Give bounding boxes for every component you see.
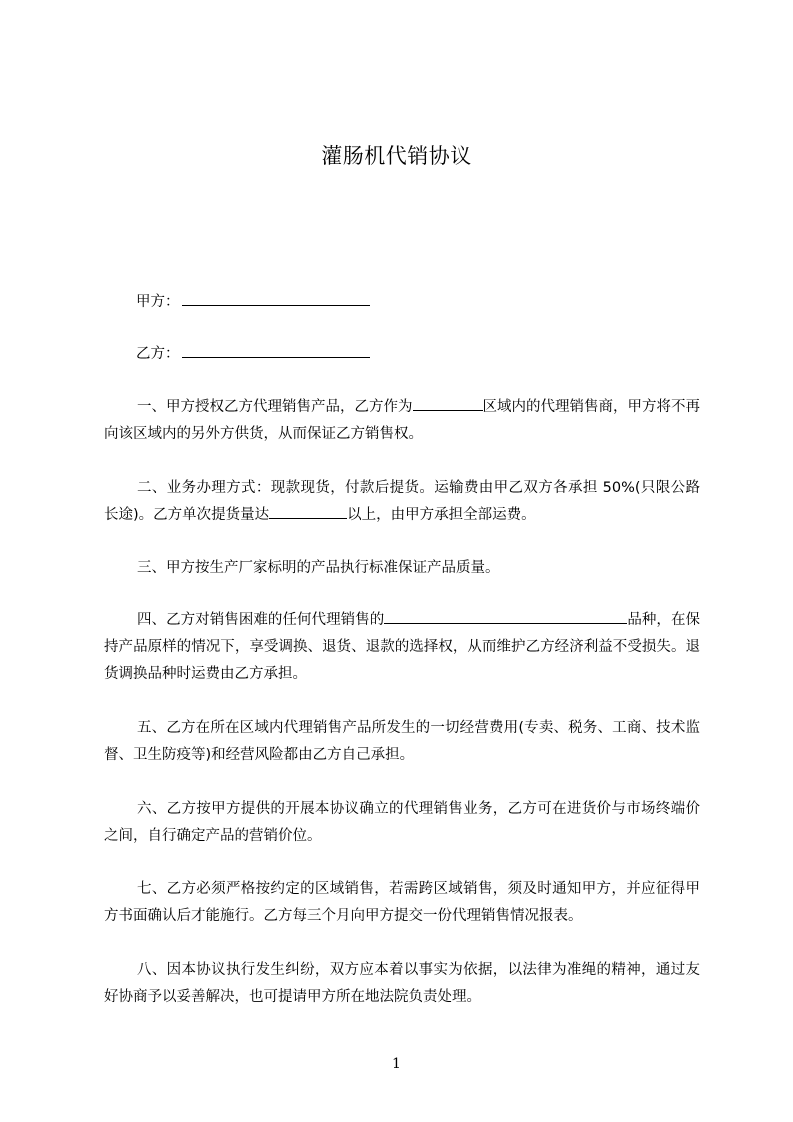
clause-5: 五、乙方在所在区域内代理销售产品所发生的一切经营费用(专卖、税务、工商、技术监督、卫生防疫等)和经营风险都由乙方自己承担。 — [104, 720, 700, 763]
clause-1 — [104, 394, 700, 448]
party-b-row — [136, 344, 370, 364]
clause-4 — [104, 607, 700, 688]
party-a-label: 甲方： — [136, 294, 180, 310]
clause-2-quantity-blank — [269, 504, 347, 519]
party-b-blank — [182, 344, 370, 358]
clause-1-text-a: 一、甲方授权乙方代理销售产品，乙方作为 — [137, 399, 413, 415]
clause-1-region-blank — [413, 396, 483, 411]
clause-7: 七、乙方必须严格按约定的区域销售，若需跨区域销售，须及时通知甲方，并应征得甲方书面确认后才能施行。乙方每三个月向甲方提交一份代理销售情况报表。 — [104, 881, 700, 924]
clause-6: 六、乙方按甲方提供的开展本协议确立的代理销售业务，乙方可在进货价与市场终端价之间，自行确定产品的营销价位。 — [104, 801, 700, 844]
clause-3: 三、甲方按生产厂家标明的产品执行标准保证产品质量。 — [137, 560, 500, 576]
clause-2 — [104, 475, 700, 529]
party-a-row — [136, 292, 370, 312]
clause-4-text-b: 品种，在保持产品原样的情况下，享受调换、退货、退款的选择权，从而维护乙方经济利益不受损失。退货调换品种时运费由乙方承担。 — [104, 612, 701, 682]
clause-1-text-b: 区域内的代理销售商，甲方将不再向该区域内的另外方供货，从而保证乙方销售权。 — [104, 399, 700, 442]
clause-4-text-a: 四、乙方对销售困难的任何代理销售的 — [137, 612, 385, 628]
clause-8: 八、因本协议执行发生纠纷，双方应本着以事实为依据，以法律为准绳的精神，通过友好协商予以妥善解决，也可提请甲方所在地法院负责处理。 — [104, 962, 700, 1005]
clause-2-text-b: 以上，由甲方承担全部运费。 — [347, 507, 536, 523]
clause-4-product-blank — [384, 609, 627, 624]
party-b-label: 乙方： — [136, 346, 180, 362]
clause-2-text-a: 二、业务办理方式：现款现货，付款后提货。运输费由甲乙双方各承担 50%(只限公路长途)。乙方单次提货量达 — [104, 480, 700, 523]
document-title: 灌肠机代销协议 — [321, 144, 472, 168]
page-number: 1 — [392, 1056, 401, 1072]
party-a-blank — [182, 292, 370, 306]
